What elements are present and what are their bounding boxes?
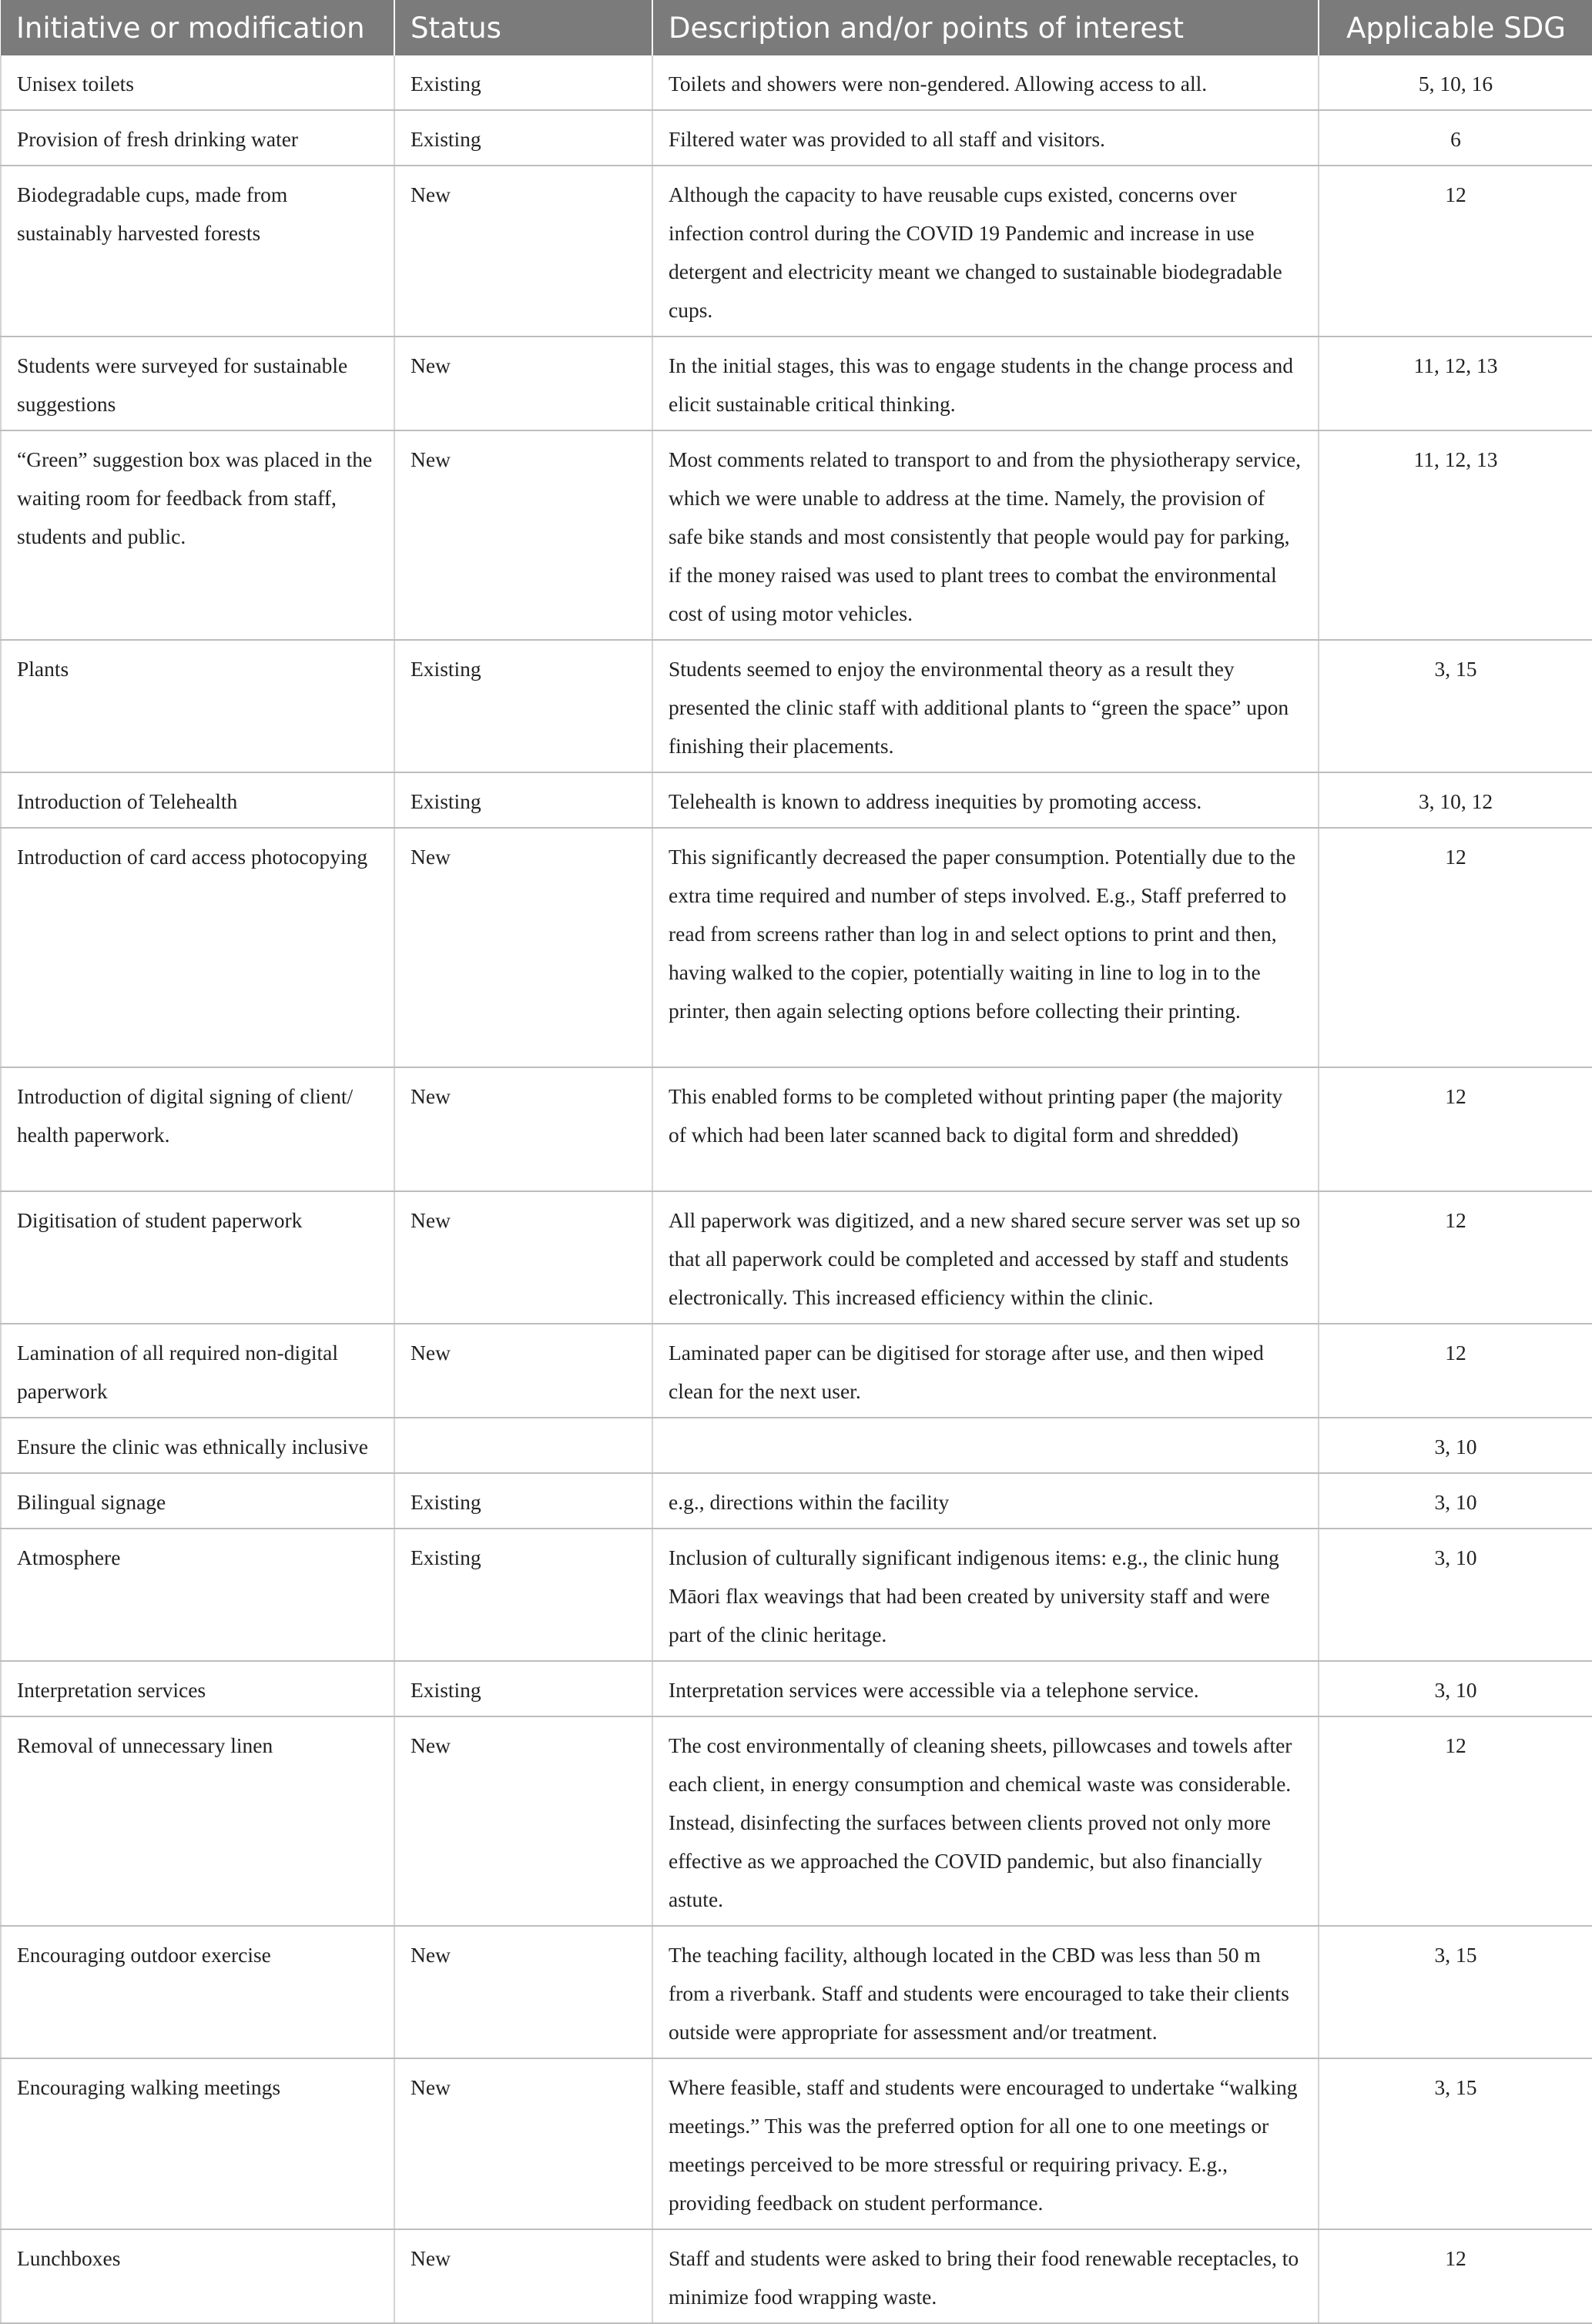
cell-description: This significantly decreased the paper consumption. Potentially due to the extra time required and number of steps involved. E.g., Staff preferred to read from screens rather than log in and select options to print and then, having walked to the copier, potentially waiting in line to log in to the printer, then again selecting options before collecting their printing. bbox=[652, 828, 1319, 1067]
table-row bbox=[1, 1716, 1592, 1926]
cell-initiative: Introduction of digital signing of client/ health paperwork. bbox=[1, 1067, 394, 1191]
table-row bbox=[1, 55, 1592, 110]
cell-initiative: Encouraging outdoor exercise bbox=[1, 1926, 394, 2058]
cell-status: New bbox=[394, 2229, 652, 2323]
cell-sdg: 11, 12, 13 bbox=[1319, 337, 1592, 430]
cell-initiative: Lunchboxes bbox=[1, 2229, 394, 2323]
cell-description: All paperwork was digitized, and a new shared secure server was set up so that all paperwork could be completed and accessed by staff and students electronically. This increased efficiency within the clinic. bbox=[652, 1191, 1319, 1324]
cell-status: Existing bbox=[394, 55, 652, 110]
cell-initiative: Lamination of all required non-digital paperwork bbox=[1, 1324, 394, 1418]
cell-initiative: Removal of unnecessary linen bbox=[1, 1716, 394, 1926]
cell-status: Existing bbox=[394, 1473, 652, 1529]
cell-sdg: 3, 10 bbox=[1319, 1661, 1592, 1716]
cell-status bbox=[394, 1418, 652, 1473]
table-row bbox=[1, 1418, 1592, 1473]
table-row bbox=[1, 828, 1592, 1067]
cell-initiative: Introduction of card access photocopying bbox=[1, 828, 394, 1067]
cell-status: Existing bbox=[394, 110, 652, 166]
cell-status: New bbox=[394, 828, 652, 1067]
cell-description: Laminated paper can be digitised for storage after use, and then wiped clean for the next user. bbox=[652, 1324, 1319, 1418]
cell-initiative: “Green” suggestion box was placed in the waiting room for feedback from staff, students and public. bbox=[1, 430, 394, 640]
table-row bbox=[1, 430, 1592, 640]
cell-initiative: Ensure the clinic was ethnically inclusive bbox=[1, 1418, 394, 1473]
cell-description: The cost environmentally of cleaning sheets, pillowcases and towels after each client, in energy consumption and chemical waste was considerable. Instead, disinfecting the surfaces between clients proved not only more effective as we approached the COVID pandemic, but also financially astute. bbox=[652, 1716, 1319, 1926]
cell-sdg: 12 bbox=[1319, 2229, 1592, 2323]
cell-description: Although the capacity to have reusable cups existed, concerns over infection control during the COVID 19 Pandemic and increase in use detergent and electricity meant we changed to sustainable biodegradable cups. bbox=[652, 166, 1319, 337]
cell-sdg: 3, 10 bbox=[1319, 1418, 1592, 1473]
cell-description: In the initial stages, this was to engage students in the change process and elicit sustainable critical thinking. bbox=[652, 337, 1319, 430]
cell-sdg: 6 bbox=[1319, 110, 1592, 166]
cell-description: Where feasible, staff and students were encouraged to undertake “walking meetings.” This was the preferred option for all one to one meetings or meetings perceived to be more stressful or requiring privacy. E.g., providing feedback on student performance. bbox=[652, 2058, 1319, 2229]
cell-status: New bbox=[394, 1926, 652, 2058]
header-sdg: Applicable SDG bbox=[1319, 0, 1592, 55]
cell-sdg: 3, 10, 12 bbox=[1319, 772, 1592, 828]
cell-status: New bbox=[394, 1324, 652, 1418]
table-row bbox=[1, 1529, 1592, 1661]
cell-initiative: Interpretation services bbox=[1, 1661, 394, 1716]
cell-sdg: 12 bbox=[1319, 1191, 1592, 1324]
cell-sdg: 12 bbox=[1319, 1324, 1592, 1418]
table-row bbox=[1, 166, 1592, 337]
cell-initiative: Students were surveyed for sustainable suggestions bbox=[1, 337, 394, 430]
cell-initiative: Unisex toilets bbox=[1, 55, 394, 110]
header-initiative: Initiative or modification bbox=[1, 0, 394, 55]
cell-description: The teaching facility, although located in the CBD was less than 50 m from a riverbank. Staff and students were encouraged to take their clients outside were appropriate for assessment and/or treatment. bbox=[652, 1926, 1319, 2058]
cell-sdg: 3, 15 bbox=[1319, 640, 1592, 772]
cell-initiative: Digitisation of student paperwork bbox=[1, 1191, 394, 1324]
cell-initiative: Bilingual signage bbox=[1, 1473, 394, 1529]
table-row bbox=[1, 1191, 1592, 1324]
table-row bbox=[1, 1324, 1592, 1418]
cell-status: Existing bbox=[394, 772, 652, 828]
cell-status: New bbox=[394, 2058, 652, 2229]
cell-description bbox=[652, 1418, 1319, 1473]
cell-sdg: 3, 10 bbox=[1319, 1473, 1592, 1529]
cell-description: Telehealth is known to address inequities by promoting access. bbox=[652, 772, 1319, 828]
table-row bbox=[1, 1661, 1592, 1716]
cell-sdg: 5, 10, 16 bbox=[1319, 55, 1592, 110]
table-row bbox=[1, 640, 1592, 772]
table-row bbox=[1, 1926, 1592, 2058]
cell-initiative: Plants bbox=[1, 640, 394, 772]
cell-sdg: 12 bbox=[1319, 1716, 1592, 1926]
cell-description: Interpretation services were accessible via a telephone service. bbox=[652, 1661, 1319, 1716]
table-row bbox=[1, 337, 1592, 430]
cell-description: This enabled forms to be completed without printing paper (the majority of which had been later scanned back to digital form and shredded) bbox=[652, 1067, 1319, 1191]
header-status: Status bbox=[394, 0, 652, 55]
cell-sdg: 3, 15 bbox=[1319, 1926, 1592, 2058]
cell-sdg: 11, 12, 13 bbox=[1319, 430, 1592, 640]
cell-description: Staff and students were asked to bring their food renewable receptacles, to minimize food wrapping waste. bbox=[652, 2229, 1319, 2323]
cell-status: Existing bbox=[394, 1661, 652, 1716]
table-row bbox=[1, 1067, 1592, 1191]
cell-status: New bbox=[394, 337, 652, 430]
cell-initiative: Provision of fresh drinking water bbox=[1, 110, 394, 166]
table-row bbox=[1, 772, 1592, 828]
table-row bbox=[1, 2058, 1592, 2229]
header-description: Description and/or points of interest bbox=[652, 0, 1319, 55]
cell-status: New bbox=[394, 1191, 652, 1324]
cell-description: Toilets and showers were non-gendered. Allowing access to all. bbox=[652, 55, 1319, 110]
cell-initiative: Biodegradable cups, made from sustainably harvested forests bbox=[1, 166, 394, 337]
cell-initiative: Encouraging walking meetings bbox=[1, 2058, 394, 2229]
cell-status: Existing bbox=[394, 1529, 652, 1661]
cell-sdg: 12 bbox=[1319, 166, 1592, 337]
cell-status: New bbox=[394, 166, 652, 337]
cell-sdg: 12 bbox=[1319, 1067, 1592, 1191]
cell-description: Filtered water was provided to all staff and visitors. bbox=[652, 110, 1319, 166]
cell-status: Existing bbox=[394, 640, 652, 772]
cell-initiative: Atmosphere bbox=[1, 1529, 394, 1661]
cell-status: New bbox=[394, 1067, 652, 1191]
cell-description: Students seemed to enjoy the environmental theory as a result they presented the clinic staff with additional plants to “green the space” upon finishing their placements. bbox=[652, 640, 1319, 772]
header-row bbox=[1, 0, 1592, 55]
cell-initiative: Introduction of Telehealth bbox=[1, 772, 394, 828]
table-row bbox=[1, 110, 1592, 166]
table-row bbox=[1, 1473, 1592, 1529]
cell-description: Most comments related to transport to and from the physiotherapy service, which we were unable to address at the time. Namely, the provision of safe bike stands and most consistently that people would pay for parking, if the money raised was used to plant trees to combat the environmental cost of using motor vehicles. bbox=[652, 430, 1319, 640]
cell-status: New bbox=[394, 430, 652, 640]
cell-description: Inclusion of culturally significant indigenous items: e.g., the clinic hung Māori flax weavings that had been created by university staff and were part of the clinic heritage. bbox=[652, 1529, 1319, 1661]
cell-sdg: 12 bbox=[1319, 828, 1592, 1067]
cell-status: New bbox=[394, 1716, 652, 1926]
cell-sdg: 3, 15 bbox=[1319, 2058, 1592, 2229]
cell-sdg: 3, 10 bbox=[1319, 1529, 1592, 1661]
table-row bbox=[1, 2229, 1592, 2323]
cell-description: e.g., directions within the facility bbox=[652, 1473, 1319, 1529]
